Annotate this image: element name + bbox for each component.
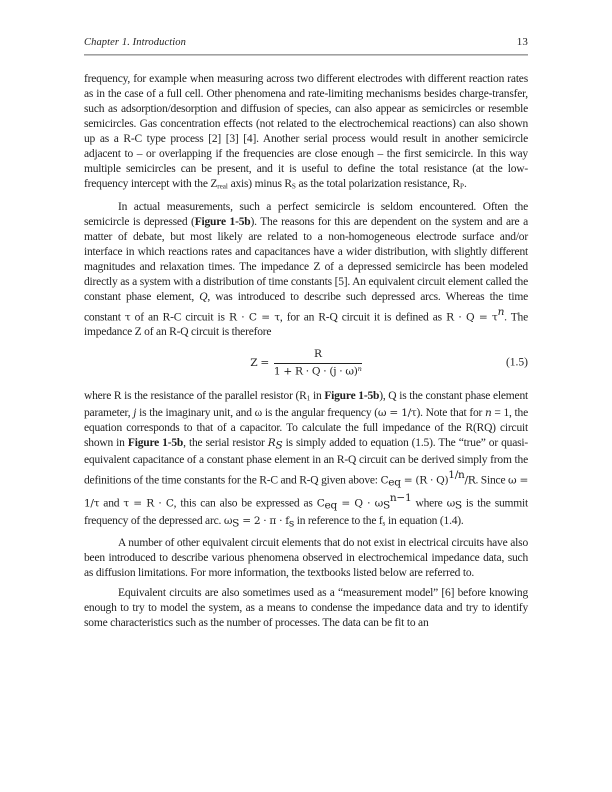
- text-segment-styled: real: [217, 182, 228, 191]
- text-segment: frequency, for example when measuring across two different electrodes with different reaction rates as in the case of a full cell. Other phenomena and rate-limiting mechanisms besides charge-transfer, such as adsorption/desorption and diffusion of species, can also appear as semicircles or resemble semicircles. Gas concentration effects (not related to the electrochemical reactions) can also shown up as a R-C type process [2] [3] [4]. Another serial process would result in another semicircle adjacent to – or overlapping if the frequencies are close enough – the first semicircle. In this way multiple semicircles can be present, and it is useful to define the total resistance (at the low-frequency intercept with the Z: [84, 73, 528, 190]
- text-segment: where R is the resistance of the parallel resistor (R: [84, 389, 307, 402]
- text-segment: . The impedance Z of an R-Q circuit is therefore: [84, 310, 529, 338]
- equals-sign: =: [260, 356, 269, 369]
- running-header: [84, 36, 528, 48]
- equation-denominator-exponent: n: [357, 364, 362, 373]
- text-segment-styled: n: [497, 305, 505, 318]
- text-segment-styled: τ: [124, 310, 131, 323]
- text-segment-styled: ω = 1/τ: [377, 407, 417, 420]
- equation-number: (1.5): [505, 356, 528, 369]
- text-segment: , for an R-Q circuit it is defined as: [279, 310, 447, 323]
- text-segment-styled: = Q · ω: [336, 497, 383, 510]
- text-segment: in reference to the f: [294, 514, 383, 527]
- text-segment-styled: = 2 · π · f: [239, 514, 289, 527]
- text-segment: is the imaginary unit, and ω is the angular frequency (: [136, 407, 378, 420]
- text-segment: In actual measurements, such a perfect semicircle is seldom encountered. Often the semicircle is depressed (: [84, 200, 528, 228]
- text-segment: as the total polarization resistance, R: [295, 178, 460, 190]
- equation-lhs: [250, 357, 269, 369]
- equation-denominator: [274, 364, 362, 379]
- header-rule: [84, 54, 528, 56]
- text-segment: . Since: [475, 474, 509, 487]
- text-segment-styled: ω: [223, 514, 233, 527]
- text-segment-styled: = (R · Q): [400, 474, 449, 487]
- text-segment-styled: C: [316, 497, 325, 510]
- text-segment: where: [411, 497, 447, 510]
- paragraph-3: [84, 389, 528, 532]
- paragraph-4: [84, 536, 528, 581]
- text-segment-styled: n−1: [389, 492, 412, 505]
- text-segment: = 1, the equation corresponds to that of a capacitor. To calculate the full impedance of the R(RQ) circuit shown in: [84, 407, 529, 450]
- text-segment-styled: Figure 1-5b: [194, 215, 251, 228]
- text-segment-styled: eq: [388, 477, 401, 490]
- equation-block: [84, 348, 528, 379]
- text-segment: ). The reasons for this are dependent on the system and are a matter of debate, but most likely are related to a non-homogeneous electrode surface and/or interface in which reactions rates and capacitances have a wider distribution, with slightly different magnitudes and relaxation times. The impedance Z of a depressed semicircle has been modeled directly as a system with a distribution of time constants [5]. An equivalent circuit element called the constant phase element,: [84, 215, 528, 303]
- text-segment-styled: s: [288, 516, 295, 529]
- text-segment: and: [99, 497, 124, 510]
- text-segment: ). Note that for: [416, 407, 485, 420]
- page-number: 13: [516, 36, 528, 48]
- text-segment-styled: Figure 1-5b: [127, 437, 184, 450]
- chapter-title: Chapter 1. Introduction: [84, 37, 186, 48]
- equation-denominator-base: 1 + R · Q · (j · ω): [273, 364, 358, 377]
- paragraph-5: [84, 586, 528, 631]
- text-segment: in: [310, 389, 325, 402]
- text-segment: A number of other equivalent circuit elements that do not exist in electrical circuits have also been introduced to describe various phenomena observed in electrochemical impedance data, such as diffusion limitations. For more information, the textbooks listed below are referred to.: [84, 537, 528, 580]
- equation-lhs-symbol: Z: [250, 356, 258, 369]
- equation-fraction: [274, 348, 362, 379]
- equation-numerator: R: [274, 348, 362, 364]
- text-segment-styled: τ = R · C: [123, 497, 174, 510]
- text-segment-styled: R · Q = τ: [446, 310, 498, 323]
- text-segment-styled: ω = 1/τ: [84, 474, 529, 510]
- text-segment-styled: /R: [464, 474, 476, 487]
- text-segment: Equivalent circuits are also sometimes used as a “measurement model” [6] before knowing enough to try to model the system, as a means to condense the impedance data and try to identify some characteristics such as the number of processes. The data can be fit to an: [84, 587, 528, 630]
- text-segment: .: [463, 178, 467, 190]
- body-text: [84, 72, 528, 631]
- text-segment: in equation (1.4).: [385, 514, 464, 527]
- text-segment-styled: C: [380, 474, 389, 487]
- text-segment: ), Q is the constant phase element parameter,: [84, 389, 528, 420]
- text-segment-styled: s: [382, 519, 386, 528]
- text-segment-styled: ω: [446, 497, 455, 510]
- text-segment: , the serial resistor: [183, 437, 268, 450]
- text-segment-styled: R · C = τ: [228, 310, 280, 323]
- text-segment-styled: n: [484, 407, 492, 420]
- text-segment-styled: S: [291, 182, 296, 191]
- text-segment-styled: Q: [199, 290, 208, 303]
- text-segment: , was introduced to describe such depressed arcs. Whereas the time constant: [84, 290, 529, 323]
- text-segment: , this can also be expressed as: [173, 497, 317, 510]
- text-segment-styled: 1: [306, 394, 311, 403]
- text-segment-styled: S: [382, 499, 390, 512]
- paragraph-2: [84, 200, 528, 340]
- text-segment-styled: R: [267, 437, 276, 450]
- text-segment: of an R-C circuit is: [130, 310, 229, 323]
- text-segment-styled: S: [454, 499, 462, 512]
- text-segment-styled: eq: [324, 499, 337, 512]
- text-segment-styled: Figure 1-5b: [324, 389, 380, 402]
- text-segment-styled: S: [275, 439, 283, 452]
- text-segment-styled: j: [133, 407, 137, 420]
- text-segment: is simply added to equation (1.5). The “true” or quasi-equivalent capacitance of a constant phase element in an R-Q circuit can be derived simply from the definitions of the time constants for the R-C and R-Q given above:: [84, 437, 528, 487]
- text-segment-styled: P: [459, 182, 464, 191]
- text-segment: axis) minus R: [227, 178, 292, 190]
- text-segment-styled: 1/n: [448, 469, 465, 482]
- text-segment-styled: S: [232, 516, 240, 529]
- text-segment: is the summit frequency of the depressed arc.: [84, 497, 529, 527]
- paragraph-1: [84, 72, 528, 195]
